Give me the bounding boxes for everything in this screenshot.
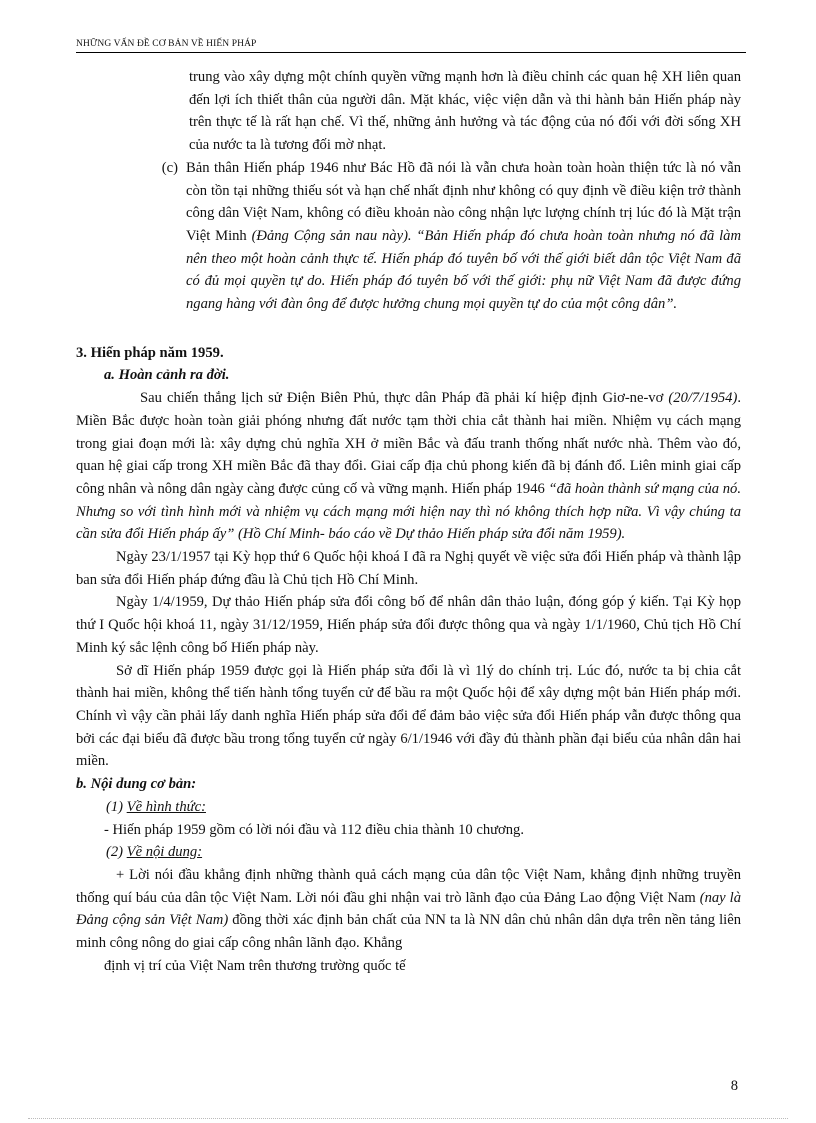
page-body <box>76 66 741 977</box>
page-number: 8 <box>730 1078 738 1094</box>
p1-quote: “đã hoàn thành sứ mạng của nó. Nhưng so với tình hình mới và nhiệm vụ cách mạng mới hiện nay thì nó không thích hợp nữa. Vì vậy chúng ta cần sửa đổi Hiến pháp ấy” (Hồ Chí Minh- báo cáo về Dự thảo Hiến pháp sửa đổi năm 1959). <box>76 480 741 543</box>
paragraph-1 <box>76 387 741 546</box>
subsection-heading-a: a. Hoàn cảnh ra đời. <box>104 367 230 384</box>
content-paragraph-tail: định vị trí của Việt Nam trên thương trường quốc tế <box>104 957 406 974</box>
list-item-body <box>186 157 741 316</box>
intro-continuation: trung vào xây dựng một chính quyền vững mạnh hơn là điều chỉnh các quan hệ XH liên quan đến lợi ích thiết thân của người dân. Mặt khác, việc viện dẫn và thi hành bản Hiến pháp này trên thực tế là rất hạn chế. Vì thế, những ảnh hưởng và tác động của nó đối với đời sống XH của nước ta là tương đối mờ nhạt. <box>189 69 741 154</box>
form-text: - Hiến pháp 1959 gồm có lời nói đầu và 112 điều chia thành 10 chương. <box>104 821 524 838</box>
paragraph-3: Ngày 1/4/1959, Dự thảo Hiến pháp sửa đổi công bố để nhân dân thảo luận, đóng góp ý kiến. Tại Kỳ họp thứ I Quốc hội khoá 11, ngày 31/12/1959, Hiến pháp sửa đổi được thông qua và ngày 1/1/1960, Chủ tịch Hồ Chí Minh ký sắc lệnh công bố Hiến pháp này. <box>76 594 741 656</box>
content-label: Về nội dung: <box>126 844 203 861</box>
p1-text-c: . Miền Bắc được hoàn toàn giải phóng nhưng đất nước tạm thời chia cắt thành hai miền. Nhiệm vụ cách mạng trong giai đoạn mới là: xây dựng chủ nghĩa XH ở miền Bắc và đấu tranh thống nhất nước nhà. Thêm vào đó, quan hệ giai cấp trong XH miền Bắc đã thay đổi. Giai cấp địa chủ phong kiến đã bị đánh đổ. Liên minh giai cấp công nhân và nông dân ngày càng được củng cố và vững mạnh. Hiến pháp 1946 <box>76 390 741 497</box>
p1-text-a: Sau chiến thắng lịch sử Điện Biên Phủ, thực dân Pháp đã phải kí hiệp định Giơ-ne-vơ <box>140 390 669 407</box>
running-header: NHỮNG VẤN ĐỀ CƠ BẢN VỀ HIẾN PHÁP <box>76 39 746 53</box>
content-paragraph-1 <box>76 864 741 955</box>
item-c-quote: (Đảng Cộng sản nau này). “Bản Hiến pháp đó chưa hoàn toàn nhưng nó đã làm nên theo một hoàn cảnh thực tế. Hiến pháp đó tuyên bố với thế giới biết dân tộc Việt Nam đã có đủ mọi quyền tự do. Hiến pháp đó tuyên bố với thế giới: phụ nữ Việt Nam đã được đứng ngang hàng với đàn ông để được hưởng chung mọi quyền tự do của một công dân”. <box>186 227 742 313</box>
paragraph-2: Ngày 23/1/1957 tại Kỳ họp thứ 6 Quốc hội khoá I đã ra Nghị quyết về việc sửa đổi Hiến pháp và thành lập ban sửa đổi Hiến pháp đứng đầu là Chủ tịch Hồ Chí Minh. <box>76 549 741 588</box>
c1-party-note: (nay là Đảng cộng sản Việt Nam) <box>76 889 741 929</box>
subsection-heading-b: b. Nội dung cơ bản: <box>76 776 197 793</box>
list-item-marker: (c) <box>161 159 178 176</box>
c1-text-a: + Lời nói đầu khẳng định những thành quả cách mạng của dân tộc Việt Nam, khẳng định những truyền thống quí báu của dân tộc Việt Nam. Lời nói đầu ghi nhận vai trò lãnh đạo của Đảng Lao động Việt Nam <box>76 866 741 906</box>
form-heading <box>76 796 741 819</box>
p1-date: (20/7/1954) <box>668 390 738 407</box>
section-heading: 3. Hiến pháp năm 1959. <box>76 344 224 361</box>
c1-text-c: đồng thời xác định bản chất của NN ta là NN dân chủ nhân dân dựa trên nền tảng liên minh công nông do giai cấp công nhân lãnh đạo. Khẳng <box>76 912 741 952</box>
form-marker: (1) <box>106 798 127 815</box>
list-item-c <box>76 157 741 316</box>
content-marker: (2) <box>106 844 127 861</box>
item-c-text: Bản thân Hiến pháp 1946 như Bác Hồ đã nói là vẫn chưa hoàn toàn hoàn thiện tức là nó vẫn còn tồn tại những thiếu sót và hạn chế nhất định như không có quy định về điều kiện trở thành công dân Việt Nam, không có điều khoản nào công nhận lực lượng chính trị lúc đó là Mặt trận Việt Minh <box>186 159 741 244</box>
content-heading <box>76 841 741 864</box>
form-label: Về hình thức: <box>126 798 206 815</box>
page-bottom-divider <box>28 1118 788 1119</box>
paragraph-4: Sở dĩ Hiến pháp 1959 được gọi là Hiến pháp sửa đổi là vì 1lý do chính trị. Lúc đó, nước ta bị chia cắt thành hai miền, không thể tiến hành tổng tuyển cử để bầu ra một Quốc hội để xây dựng một bản Hiến pháp mới. Chính vì vậy cần phải lấy danh nghĩa Hiến pháp sửa đổi để đảm bảo việc sửa đổi Hiến pháp vẫn được thông qua bởi các đại biểu đã được bầu trong tổng tuyển cử ngày 6/1/1946 với đầy đủ thành phần đại biểu của nhân dân hai miền. <box>76 662 741 770</box>
